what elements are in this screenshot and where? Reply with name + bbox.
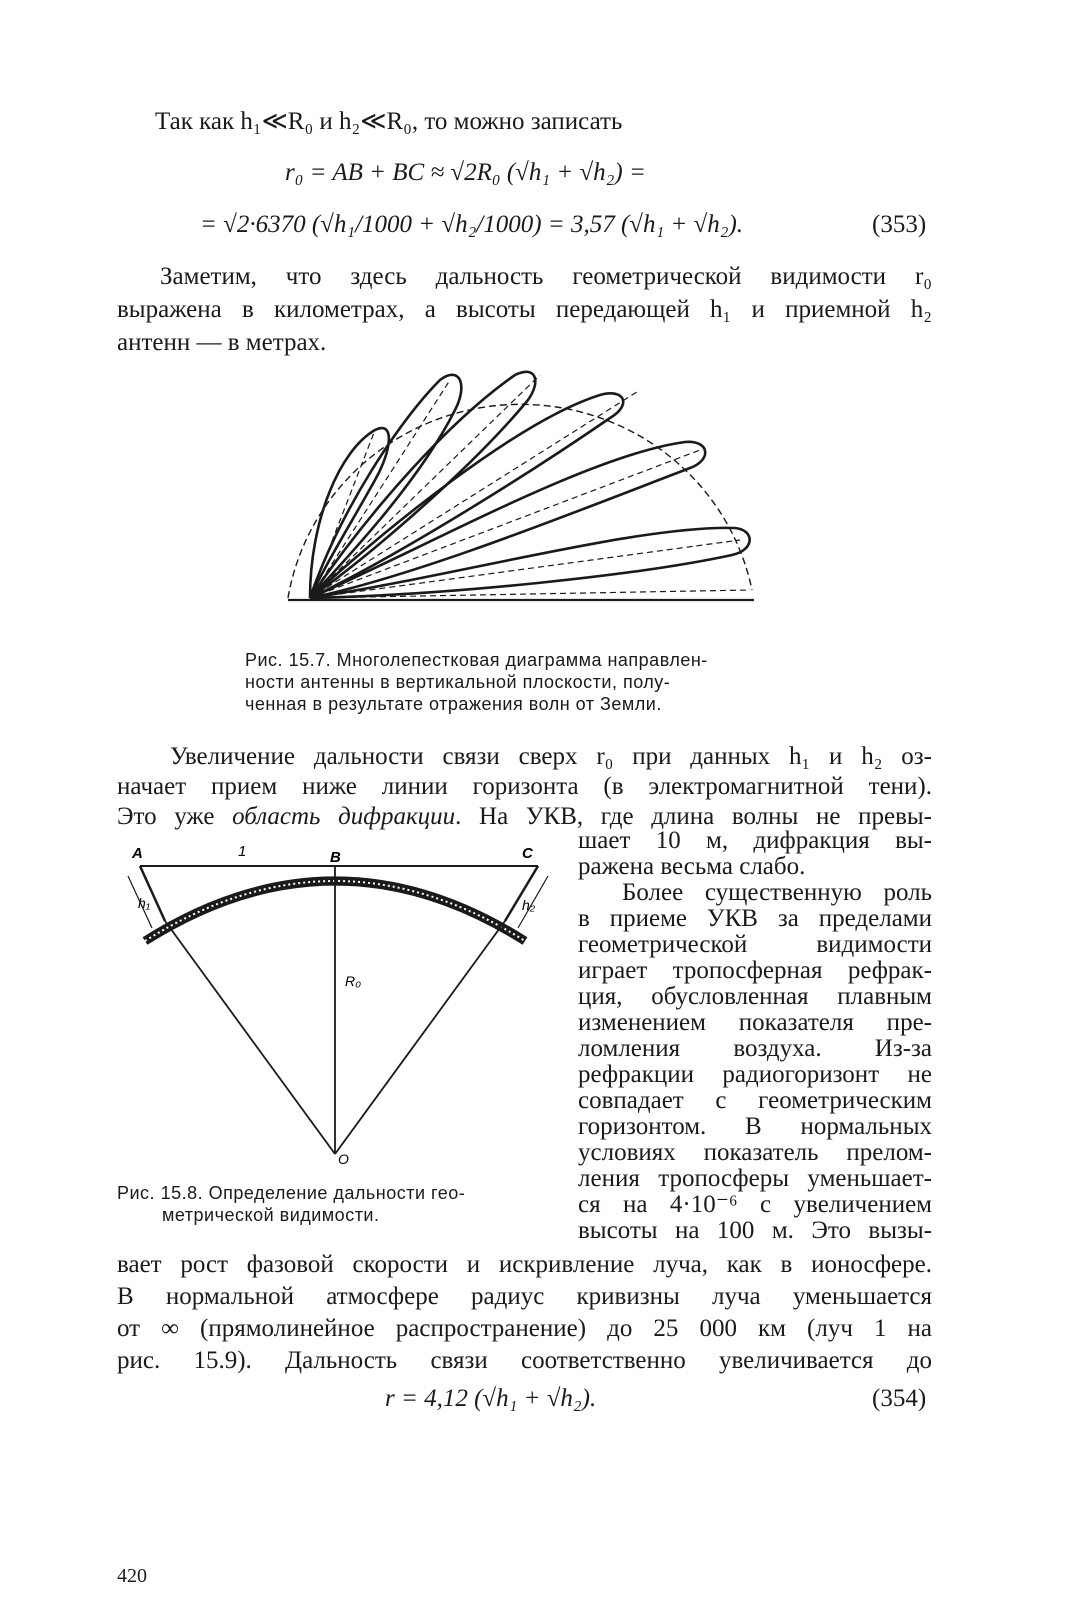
equation-354: r = 4,12 (√h₁ + √h₂). bbox=[385, 1385, 597, 1412]
label-B: B bbox=[330, 849, 341, 866]
equation-353-line2: = √2·6370 (√h₁/1000 + √h₂/1000) = 3,57 (√h₁ + √h₂). bbox=[200, 211, 744, 238]
right-col-line6: играет тропосферная рефрак- bbox=[578, 957, 932, 984]
para2-line1: Увеличение дальности связи сверх r₀ при данных h₁ и h₂ оз- bbox=[170, 743, 932, 770]
intro-line: Так как h₁≪R₀ и h₂≪R₀, то можно записать bbox=[155, 108, 623, 135]
label-A: A bbox=[132, 845, 143, 862]
label-O: O bbox=[338, 1151, 349, 1166]
para3-line1: вает рост фазовой скорости и искривление луча, как в ионосфере. bbox=[117, 1251, 932, 1278]
radius-OA bbox=[165, 921, 335, 1154]
diffraction-term: область дифракции bbox=[232, 803, 456, 830]
right-col-line7: ция, обусловленная плавным bbox=[578, 983, 932, 1010]
right-col-line2: ражена весьма слабо. bbox=[578, 853, 806, 880]
right-col-line15: ся на 4·10⁻⁶ с увеличением bbox=[578, 1191, 932, 1218]
para1-line1: Заметим, что здесь дальность геометрической видимости r₀ bbox=[160, 263, 932, 290]
label-h2: h₂ bbox=[522, 897, 536, 913]
right-col-line14: ления тропосферы уменьшает- bbox=[578, 1165, 932, 1192]
equation-354-number: (354) bbox=[872, 1385, 927, 1412]
figure-15-7-diagram bbox=[280, 360, 770, 610]
para1-line2: выражена в километрах, а высоты передающей h₁ и приемной h₂ bbox=[117, 296, 932, 323]
right-col-line3: Более существенную роль bbox=[622, 879, 932, 906]
label-C: C bbox=[522, 845, 533, 862]
antenna-A bbox=[140, 866, 165, 921]
label-1: 1 bbox=[238, 843, 247, 860]
fig157-caption-line1: Рис. 15.7. Многолепестковая диаграмма направлен- bbox=[245, 650, 708, 670]
para3-line4: рис. 15.9). Дальность связи соответственно увеличивается до bbox=[117, 1347, 932, 1374]
right-col-line8: изменением показателя пре- bbox=[578, 1009, 932, 1036]
right-col-line5: геометрической видимости bbox=[578, 931, 932, 958]
right-col-line4: в приеме УКВ за пределами bbox=[578, 905, 932, 932]
para2-line3: Это уже область дифракции. На УКВ, где длина волны не превы- bbox=[117, 803, 932, 830]
lobes bbox=[310, 372, 750, 598]
right-col-line10: рефракции радиогоризонт не bbox=[578, 1061, 932, 1088]
right-col-line13: условиях показатель прелом- bbox=[578, 1139, 932, 1166]
para1-line3: антенн — в метрах. bbox=[117, 329, 327, 356]
right-col-line1: шает 10 м, дифракция вы- bbox=[578, 827, 932, 854]
label-R0: R₀ bbox=[345, 973, 362, 989]
right-col-line12: горизонтом. В нормальных bbox=[578, 1113, 932, 1140]
fig157-caption-line3: ченная в результате отражения волн от Земли. bbox=[245, 694, 662, 714]
equation-353-line1: r₀ = AB + BC ≈ √2R₀ (√h₁ + √h₂) = bbox=[285, 159, 646, 186]
label-h1: h₁ bbox=[138, 895, 151, 911]
equation-353-number: (353) bbox=[872, 211, 927, 238]
para3-line2: В нормальной атмосфере радиус кривизны луча уменьшается bbox=[117, 1283, 932, 1310]
right-col-line16: высоты на 100 м. Это вызы- bbox=[578, 1217, 932, 1244]
para2-line2: начает прием ниже линии горизонта (в электромагнитной тени). bbox=[117, 773, 932, 800]
para3-line3: от ∞ (прямолинейное распространение) до 25 000 км (луч 1 на bbox=[117, 1315, 932, 1342]
page-number: 420 bbox=[117, 1565, 147, 1587]
fig158-caption-line2: метрической видимости. bbox=[162, 1205, 380, 1225]
fig157-caption-line2: ности антенны в вертикальной плоскости, полу- bbox=[245, 672, 671, 692]
right-col-line11: совпадает с геометрическим bbox=[578, 1087, 932, 1114]
radius-OC bbox=[335, 921, 505, 1154]
fig158-caption-line1: Рис. 15.8. Определение дальности гео- bbox=[117, 1183, 466, 1203]
right-col-line9: ломления воздуха. Из-за bbox=[578, 1035, 932, 1062]
figure-15-8-diagram bbox=[120, 836, 560, 1166]
